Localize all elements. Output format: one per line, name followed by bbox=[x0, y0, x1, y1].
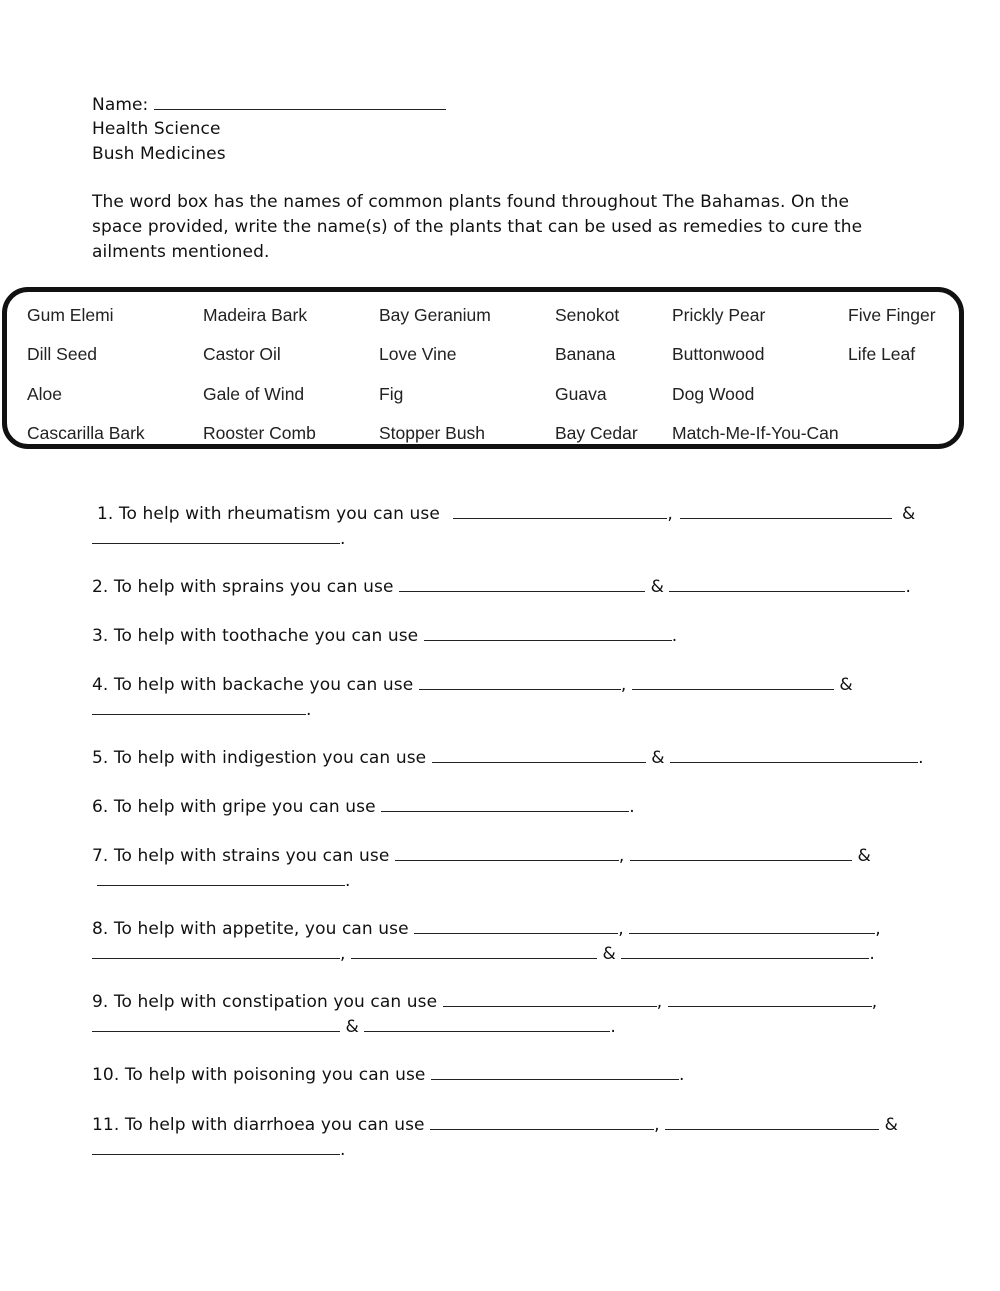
answer-blank[interactable] bbox=[92, 1016, 340, 1032]
comma-separator: , bbox=[654, 1115, 660, 1135]
name-line bbox=[92, 94, 446, 115]
period: . bbox=[629, 797, 635, 817]
word-item: Dog Wood bbox=[672, 384, 755, 404]
comma-separator: , bbox=[620, 675, 627, 695]
name-label: Name: bbox=[92, 95, 149, 115]
comma-separator: , bbox=[618, 846, 625, 866]
ampersand: & bbox=[857, 846, 871, 866]
word-item: Five Finger bbox=[848, 305, 936, 325]
word-item: Castor Oil bbox=[203, 344, 281, 364]
instructions-paragraph: The word box has the names of common plants found throughout The Bahamas. On the space provided, write the name(s) of the plants that can be used as remedies to cure the ailments mentioned. bbox=[92, 192, 863, 262]
period: . bbox=[345, 871, 351, 891]
question-5 bbox=[92, 747, 924, 768]
question-7 bbox=[92, 845, 871, 866]
ampersand: & bbox=[602, 944, 616, 964]
question-text: 6. To help with gripe you can use bbox=[92, 797, 376, 817]
answer-blank[interactable] bbox=[630, 845, 852, 861]
answer-blank[interactable] bbox=[414, 918, 618, 934]
answer-blank[interactable] bbox=[395, 845, 619, 861]
answer-blank[interactable] bbox=[92, 1139, 340, 1155]
word-item: Gale of Wind bbox=[203, 384, 305, 404]
word-box bbox=[2, 287, 964, 449]
comma-separator: , bbox=[656, 992, 663, 1012]
word-item: Guava bbox=[555, 384, 607, 404]
question-text: 2. To help with sprains you can use bbox=[92, 577, 394, 597]
question-3 bbox=[92, 625, 677, 646]
word-item: Fig bbox=[379, 384, 404, 404]
comma-separator: , bbox=[340, 944, 346, 964]
ampersand: & bbox=[901, 504, 916, 524]
question-4 bbox=[92, 674, 853, 695]
answer-blank[interactable] bbox=[399, 576, 645, 592]
question-text: 1. To help with rheumatism you can use bbox=[97, 504, 440, 524]
answer-blank[interactable] bbox=[443, 991, 657, 1007]
answer-blank[interactable] bbox=[431, 1064, 679, 1080]
question-8-continued bbox=[92, 943, 875, 964]
question-7-continued bbox=[97, 870, 351, 891]
question-text: 8. To help with appetite, you can use bbox=[92, 919, 409, 939]
question-text: 10. To help with poisoning you can use bbox=[92, 1065, 426, 1085]
word-item: Rooster Comb bbox=[203, 423, 316, 443]
answer-blank[interactable] bbox=[92, 699, 306, 715]
answer-blank[interactable] bbox=[364, 1016, 610, 1032]
word-item: Dill Seed bbox=[27, 344, 98, 364]
question-9 bbox=[92, 991, 877, 1012]
answer-blank[interactable] bbox=[665, 1114, 879, 1130]
question-4-continued bbox=[92, 699, 312, 720]
word-item: Match-Me-If-You-Can bbox=[672, 423, 839, 443]
name-field[interactable] bbox=[154, 94, 446, 110]
ampersand: & bbox=[839, 675, 853, 695]
period: . bbox=[610, 1017, 616, 1037]
ampersand: & bbox=[650, 577, 664, 597]
comma-separator: , bbox=[667, 504, 673, 524]
question-1-continued bbox=[92, 528, 346, 549]
word-item: Buttonwood bbox=[672, 344, 765, 364]
comma-separator: , bbox=[871, 992, 878, 1012]
word-item: Gum Elemi bbox=[27, 305, 114, 325]
word-item: Bay Geranium bbox=[379, 305, 491, 325]
word-item: Cascarilla Bark bbox=[27, 423, 145, 443]
answer-blank[interactable] bbox=[97, 870, 345, 886]
subject-title: Health Science bbox=[92, 119, 221, 139]
period: . bbox=[918, 748, 924, 768]
answer-blank[interactable] bbox=[453, 503, 667, 519]
period: . bbox=[905, 577, 911, 597]
question-10 bbox=[92, 1064, 685, 1085]
word-item: Senokot bbox=[555, 305, 620, 325]
question-11-continued bbox=[92, 1139, 346, 1160]
answer-blank[interactable] bbox=[632, 674, 834, 690]
question-8 bbox=[92, 918, 881, 939]
answer-blank[interactable] bbox=[629, 918, 875, 934]
answer-blank[interactable] bbox=[680, 503, 892, 519]
word-item: Stopper Bush bbox=[379, 423, 486, 443]
word-item: Prickly Pear bbox=[672, 305, 766, 325]
question-text: 5. To help with indigestion you can use bbox=[92, 748, 427, 768]
question-9-continued bbox=[92, 1016, 616, 1037]
question-text: 11. To help with diarrhoea you can use bbox=[92, 1115, 425, 1135]
ampersand: & bbox=[651, 748, 665, 768]
answer-blank[interactable] bbox=[424, 625, 672, 641]
question-1 bbox=[97, 503, 915, 524]
word-item: Aloe bbox=[27, 384, 63, 404]
question-text: 3. To help with toothache you can use bbox=[92, 626, 419, 646]
answer-blank[interactable] bbox=[381, 796, 629, 812]
period: . bbox=[306, 700, 312, 720]
word-item: Bay Cedar bbox=[555, 423, 638, 443]
period: . bbox=[340, 1140, 346, 1160]
ampersand: & bbox=[345, 1017, 359, 1037]
answer-blank[interactable] bbox=[92, 528, 340, 544]
period: . bbox=[869, 944, 875, 964]
period: . bbox=[340, 529, 346, 549]
word-item: Love Vine bbox=[379, 344, 457, 364]
question-11 bbox=[92, 1114, 898, 1135]
period: . bbox=[679, 1065, 685, 1085]
question-text: 4. To help with backache you can use bbox=[92, 675, 414, 695]
word-item: Banana bbox=[555, 344, 616, 364]
comma-separator: , bbox=[875, 919, 881, 939]
question-text: 7. To help with strains you can use bbox=[92, 846, 390, 866]
question-2 bbox=[92, 576, 911, 597]
answer-blank[interactable] bbox=[669, 576, 905, 592]
answer-blank[interactable] bbox=[432, 747, 646, 763]
topic-title: Bush Medicines bbox=[92, 144, 226, 164]
answer-blank[interactable] bbox=[419, 674, 621, 690]
question-6 bbox=[92, 796, 635, 817]
answer-blank[interactable] bbox=[430, 1114, 654, 1130]
answer-blank[interactable] bbox=[92, 943, 340, 959]
word-item: Madeira Bark bbox=[203, 305, 308, 325]
answer-blank[interactable] bbox=[668, 991, 872, 1007]
period: . bbox=[671, 626, 678, 646]
word-item: Life Leaf bbox=[848, 344, 916, 364]
answer-blank[interactable] bbox=[351, 943, 597, 959]
question-text: 9. To help with constipation you can use bbox=[92, 992, 438, 1012]
answer-blank[interactable] bbox=[621, 943, 869, 959]
ampersand: & bbox=[884, 1115, 899, 1135]
comma-separator: , bbox=[618, 919, 624, 939]
answer-blank[interactable] bbox=[670, 747, 918, 763]
